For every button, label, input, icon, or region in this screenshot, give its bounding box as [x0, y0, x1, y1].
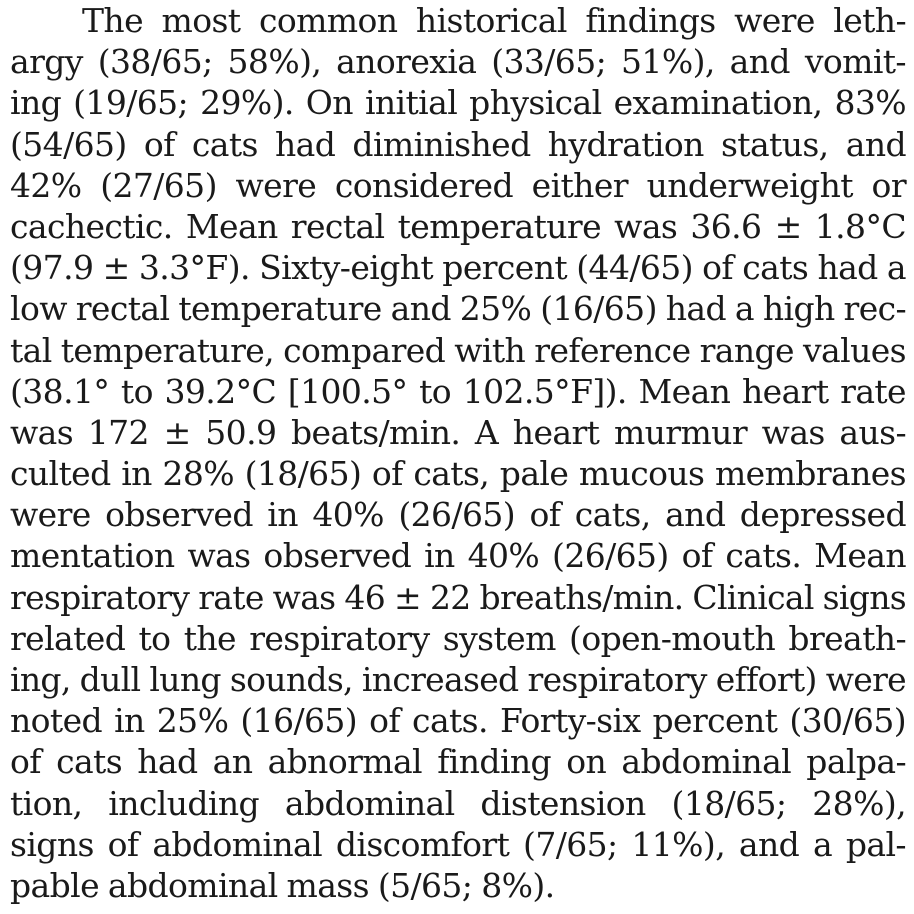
paragraph-line: culted in 28% (18/65) of cats, pale mucous membranes	[10, 454, 906, 494]
paragraph-line: noted in 25% (16/65) of cats. Forty-six percent (30/65)	[10, 701, 906, 741]
paragraph-line: mentation was observed in 40% (26/65) of cats. Mean	[10, 536, 906, 576]
paragraph-line: tion, including abdominal distension (18/65; 28%),	[10, 783, 906, 823]
paragraph-line: were observed in 40% (26/65) of cats, and depressed	[10, 495, 906, 535]
paragraph-line: (54/65) of cats had diminished hydration status, and	[10, 124, 906, 164]
paragraph-line: signs of abdominal discomfort (7/65; 11%), and a pal-	[10, 824, 906, 864]
paragraph-line: pable abdominal mass (5/65; 8%).	[10, 865, 555, 905]
paragraph-line: (38.1° to 39.2°C [100.5° to 102.5°F]). Mean heart rate	[10, 371, 906, 411]
document-page	[10, 0, 906, 906]
body-paragraph	[10, 0, 906, 906]
paragraph-line: ing, dull lung sounds, increased respiratory effort) were	[10, 660, 906, 699]
paragraph-line: ing (19/65; 29%). On initial physical examination, 83%	[10, 83, 906, 123]
paragraph-line: respiratory rate was 46 ± 22 breaths/min. Clinical signs	[10, 577, 906, 617]
paragraph-line: was 172 ± 50.9 beats/min. A heart murmur was aus-	[10, 412, 906, 452]
paragraph-line: low rectal temperature and 25% (16/65) had a high rec-	[10, 289, 907, 329]
paragraph-line: 42% (27/65) were considered either underweight or	[10, 165, 906, 205]
paragraph-line: tal temperature, compared with reference range values	[10, 330, 906, 370]
paragraph-line: related to the respiratory system (open-mouth breath-	[10, 618, 906, 658]
paragraph-line: argy (38/65; 58%), anorexia (33/65; 51%), and vomit-	[10, 42, 906, 82]
paragraph-line: cachectic. Mean rectal temperature was 36.6 ± 1.8°C	[10, 206, 906, 246]
paragraph-line: The most common historical findings were leth-	[82, 1, 906, 40]
paragraph-line: of cats had an abnormal finding on abdominal palpa-	[10, 742, 906, 782]
paragraph-line: (97.9 ± 3.3°F). Sixty-eight percent (44/65) of cats had a	[10, 248, 906, 288]
